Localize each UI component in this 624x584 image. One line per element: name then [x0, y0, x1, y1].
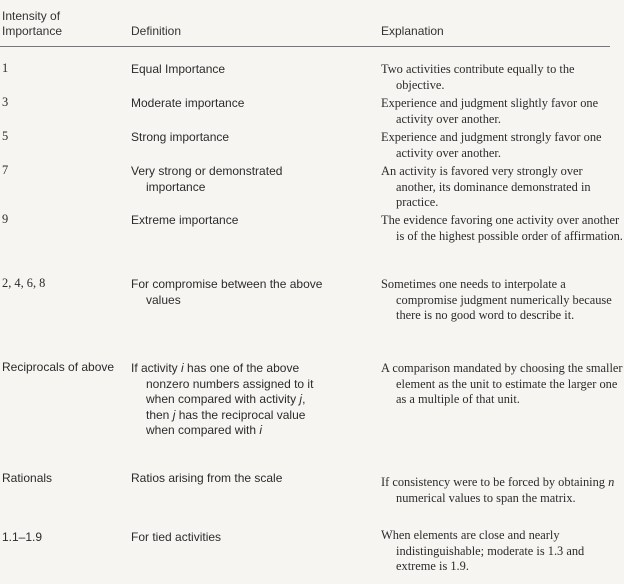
row-rationals-explanation: If consistency were to be forced by obtaining n numerical values to span the matrix.	[381, 475, 615, 505]
row-5-explanation: Experience and judgment strongly favor one activity over another.	[381, 130, 602, 160]
row-2468-definition: For compromise between the above values	[131, 277, 323, 307]
row-1-explanation: Two activities contribute equally to the objective.	[381, 62, 575, 92]
row-3-intensity: 3	[2, 95, 9, 109]
row-7-intensity: 7	[2, 163, 9, 177]
row-2468-intensity: 2, 4, 6, 8	[2, 276, 46, 290]
row-rationals-intensity: Rationals	[2, 471, 53, 485]
header-rule	[0, 46, 610, 47]
header-intensity: Intensity of Importance	[2, 9, 63, 38]
row-rationals-definition: Ratios arising from the scale	[131, 471, 283, 485]
row-2468-explanation: Sometimes one needs to interpolate a compromise judgment numerically because there is no good word to describe it.	[381, 277, 612, 323]
row-9-intensity: 9	[2, 212, 9, 226]
row-reciprocals-explanation: A comparison mandated by choosing the smaller element as the unit to estimate the larger one as a multiple of that unit.	[381, 361, 623, 407]
row-7-definition: Very strong or demonstrated importance	[131, 164, 283, 194]
row-reciprocals-definition: If activity i has one of the above nonzero numbers assigned to it when compared with activity j, then j has the reciprocal value when compared with i	[131, 361, 314, 438]
header-definition: Definition	[131, 24, 182, 38]
row-3-explanation: Experience and judgment slightly favor one activity over another.	[381, 96, 599, 126]
row-tied-explanation: When elements are close and nearly indistinguishable; moderate is 1.3 and extreme is 1.9.	[381, 528, 585, 574]
row-5-intensity: 5	[2, 129, 9, 143]
row-tied-intensity: 1.1–1.9	[2, 530, 43, 544]
header-explanation: Explanation	[381, 24, 444, 38]
row-1-definition: Equal Importance	[131, 62, 226, 76]
row-reciprocals-intensity: Reciprocals of above	[2, 360, 115, 374]
row-7-explanation: An activity is favored very strongly over another, its dominance demonstrated in practice.	[381, 164, 591, 210]
row-5-definition: Strong importance	[131, 130, 230, 144]
row-9-definition: Extreme importance	[131, 213, 239, 227]
row-9-explanation: The evidence favoring one activity over another is of the highest possible order of affirmation.	[381, 213, 623, 243]
row-3-definition: Moderate importance	[131, 96, 245, 110]
row-1-intensity: 1	[2, 61, 9, 75]
row-tied-definition: For tied activities	[131, 530, 222, 544]
